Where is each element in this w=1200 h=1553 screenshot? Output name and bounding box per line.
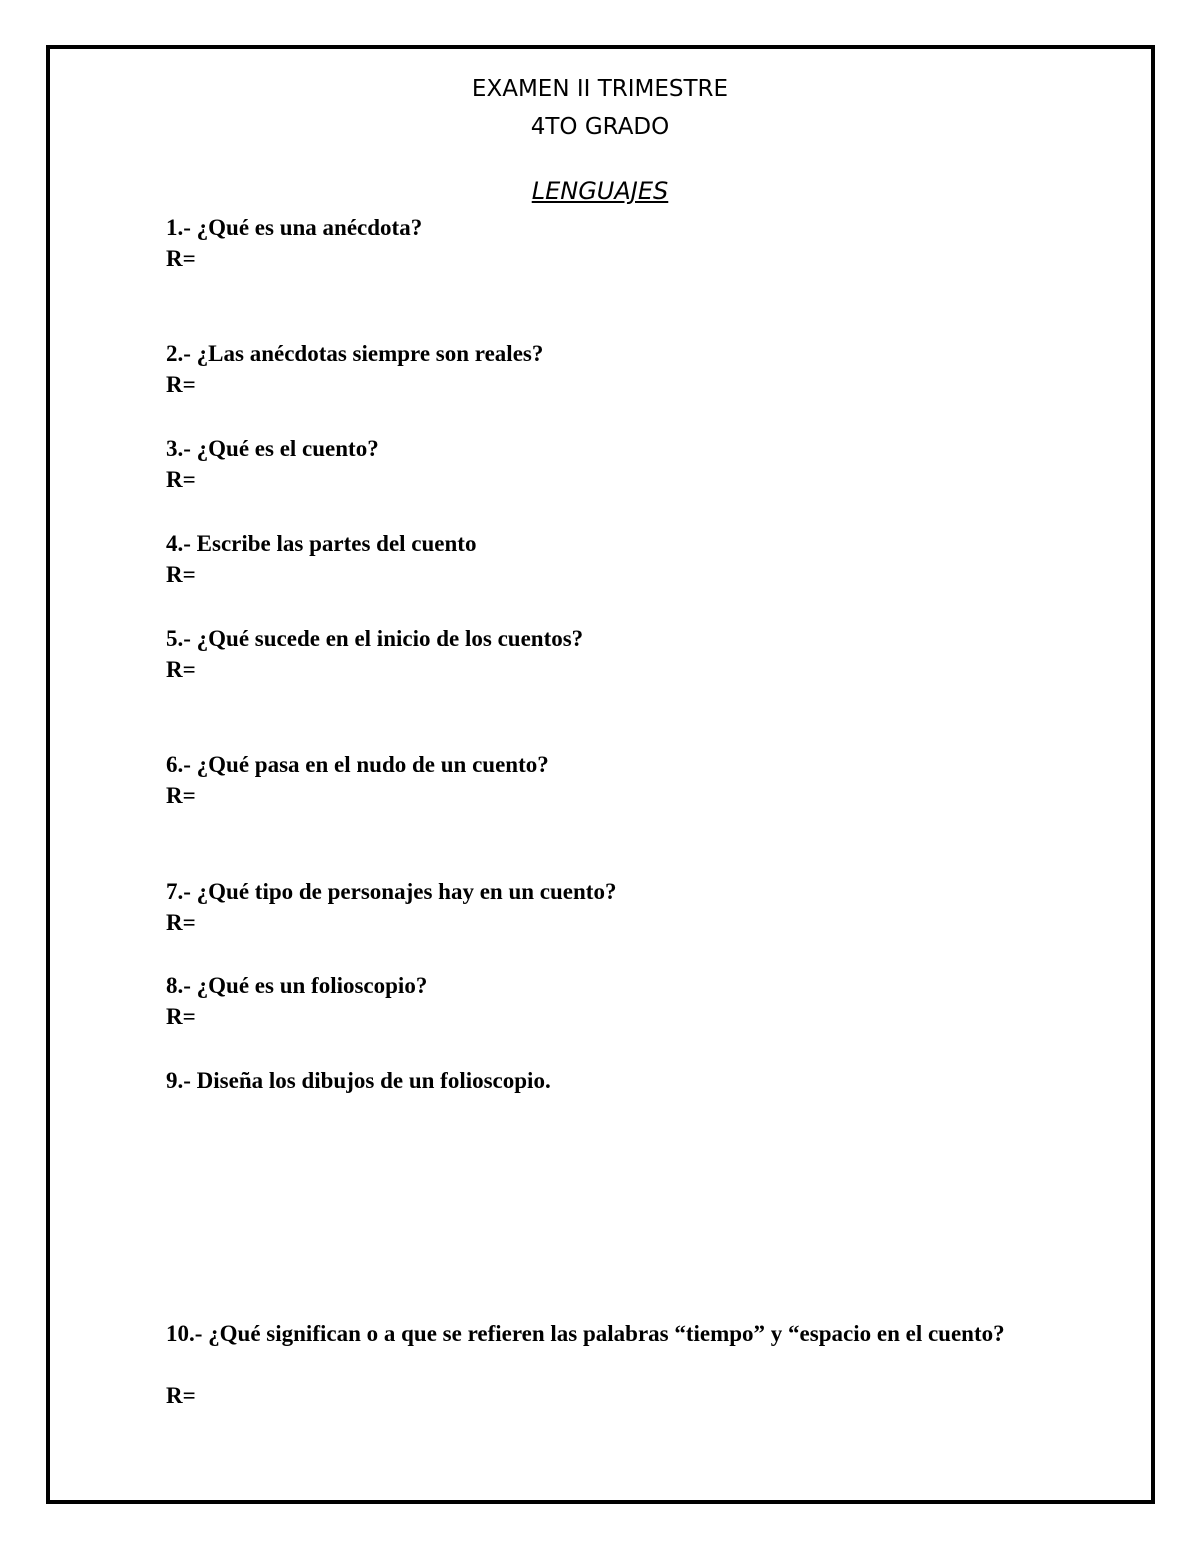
answer-field-4[interactable]: R= xyxy=(166,562,196,587)
question-5: 5.- ¿Qué sucede en el inicio de los cuentos? xyxy=(166,626,584,651)
grade-title: 4TO GRADO xyxy=(530,114,670,140)
question-2: 2.- ¿Las anécdotas siempre son reales? xyxy=(166,341,544,366)
answer-field-10[interactable]: R= xyxy=(166,1383,196,1408)
answer-field-6[interactable]: R= xyxy=(166,783,196,808)
answer-field-7[interactable]: R= xyxy=(166,910,196,935)
question-10: 10.- ¿Qué significan o a que se refieren las palabras “tiempo” y “espacio en el cuento? xyxy=(166,1321,1005,1346)
question-6: 6.- ¿Qué pasa en el nudo de un cuento? xyxy=(166,752,549,777)
answer-field-5[interactable]: R= xyxy=(166,657,196,682)
exam-title: EXAMEN II TRIMESTRE xyxy=(471,76,729,102)
answer-field-8[interactable]: R= xyxy=(166,1004,196,1029)
question-8: 8.- ¿Qué es un folioscopio? xyxy=(166,973,428,998)
answer-field-1[interactable]: R= xyxy=(166,246,196,271)
answer-field-3[interactable]: R= xyxy=(166,467,196,492)
question-7: 7.- ¿Qué tipo de personajes hay en un cuento? xyxy=(166,879,617,904)
question-1: 1.- ¿Qué es una anécdota? xyxy=(166,215,423,240)
question-3: 3.- ¿Qué es el cuento? xyxy=(166,436,379,461)
subject-heading: LENGUAJES xyxy=(531,177,669,205)
answer-field-2[interactable]: R= xyxy=(166,372,196,397)
question-4: 4.- Escribe las partes del cuento xyxy=(166,531,477,556)
question-9: 9.- Diseña los dibujos de un folioscopio. xyxy=(166,1068,551,1093)
